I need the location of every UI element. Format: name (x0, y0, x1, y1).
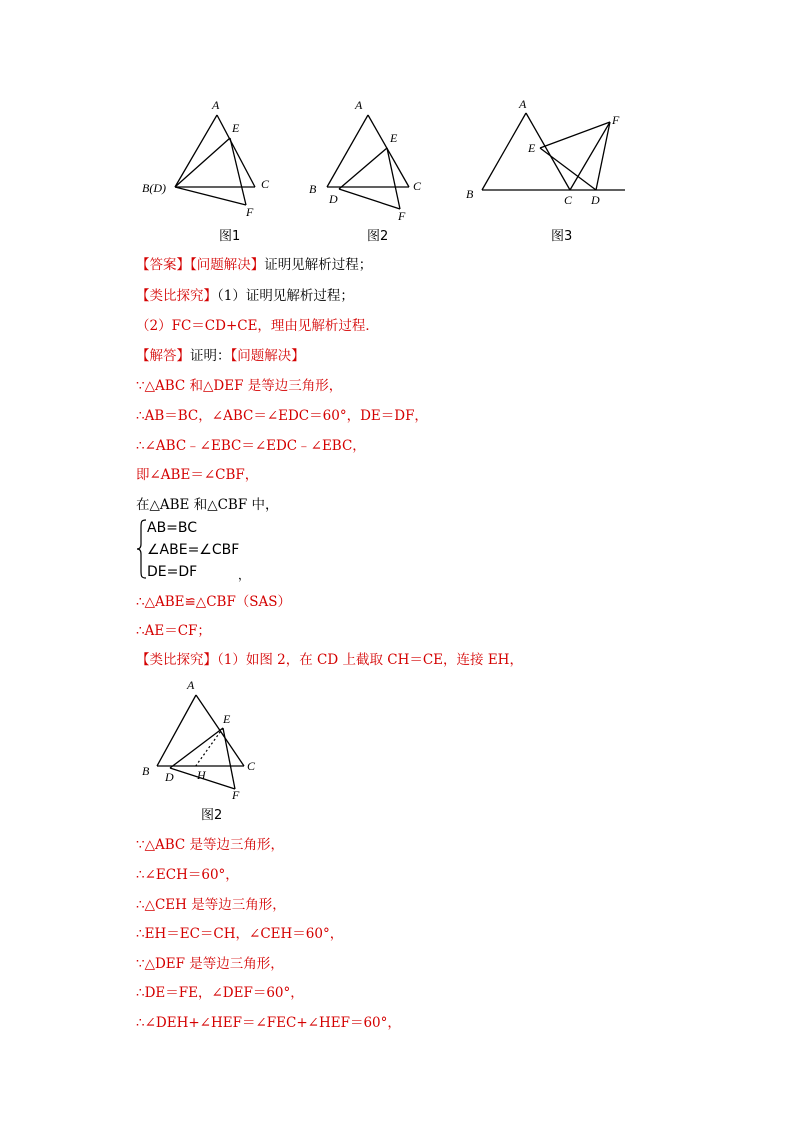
proof-label: 证明： (190, 348, 231, 364)
fig1-caption: 图1 (219, 229, 241, 244)
proof-line-5: 在△ABE 和△CBF 中， (136, 497, 279, 513)
fig2b-label-d: D (165, 770, 174, 784)
analogy-proof-header (136, 651, 523, 669)
analogy-tag: 【类比探究】 (136, 288, 217, 304)
fig2b-label-e: E (223, 712, 231, 726)
fig1-label-f: F (246, 205, 254, 219)
proof-line-3: ∴∠ABC﹣∠EBC＝∠EDC﹣∠EBC， (136, 438, 366, 454)
problem-solve-tag: 【问题解决】 (190, 257, 265, 273)
proof-line-1: ∵△ABC 和△DEF 是等边三角形， (136, 378, 343, 394)
fig3-label-a: A (519, 97, 527, 111)
proof-line-12: ∵△DEF 是等边三角形， (136, 956, 284, 972)
answer-text: 证明见解析过程； (264, 257, 373, 273)
figure-1 (140, 95, 290, 245)
fig2-label-c: C (413, 179, 422, 193)
system-row-2: ∠ABE=∠CBF (147, 542, 240, 558)
figure-3 (460, 95, 640, 245)
proof-line-13: ∴DE＝FE，∠DEF＝60°， (136, 985, 304, 1001)
fig2-caption: 图2 (367, 229, 389, 244)
fig3-label-d: D (591, 193, 600, 207)
fig2-label-e: E (390, 131, 398, 145)
proof-line-2: ∴AB＝BC，∠ABC＝∠EDC＝60°，DE＝DF， (136, 408, 428, 424)
fig2-label-f: F (398, 209, 406, 223)
figure-2-drawing (305, 95, 435, 245)
fig2b-label-h: H (197, 768, 206, 782)
fig2-label-a: A (355, 98, 363, 112)
fig3-label-f: F (612, 113, 620, 127)
fig3-label-b: B (466, 187, 474, 201)
figure-1-drawing (140, 95, 290, 245)
proof-line-9: ∴∠ECH＝60°， (136, 867, 239, 883)
fig2b-caption: 图2 (201, 808, 223, 823)
solution-header-line (136, 347, 305, 365)
proof-line-4: 即∠ABE＝∠CBF， (136, 467, 259, 483)
analogy-proof-tag: 【类比探究】 (136, 652, 217, 668)
system-row-1: AB=BC (147, 520, 198, 536)
fig2b-label-c: C (247, 759, 256, 773)
proof-line-7: ∴AE＝CF； (136, 623, 211, 639)
figure-2-auxiliary (140, 676, 270, 826)
proof-line-11: ∴EH＝EC＝CH，∠CEH＝60°， (136, 926, 344, 942)
proof-line-8: ∵△ABC 是等边三角形， (136, 837, 285, 853)
fig2-label-d: D (329, 192, 338, 206)
proof-line-14: ∴∠DEH+∠HEF＝∠FEC+∠HEF＝60°， (136, 1015, 401, 1031)
fig2b-label-b: B (142, 764, 150, 778)
answer-tag: 【答案】 (136, 257, 190, 273)
fig3-caption: 图3 (551, 229, 573, 244)
figure-2 (305, 95, 435, 245)
analogy-answer-line (136, 287, 354, 305)
fig2b-label-f: F (232, 788, 240, 802)
proof-line-10: ∴△CEH 是等边三角形， (136, 897, 286, 913)
fig1-label-bd: B(D) (142, 181, 166, 195)
system-row-3: DE=DF (147, 564, 198, 580)
proof-line-6: ∴△ABE≌△CBF（SAS） (136, 594, 292, 610)
analogy-proof-text: （1）如图 2，在 CD 上截取 CH＝CE，连接 EH， (217, 652, 523, 668)
fig1-label-c: C (261, 177, 270, 191)
fig3-label-e: E (528, 141, 536, 155)
solution-tag: 【解答】 (136, 348, 190, 364)
fig2-label-b: B (309, 182, 317, 196)
answer-line (136, 256, 372, 274)
fig1-label-e: E (232, 121, 240, 135)
fig3-label-c: C (564, 193, 573, 207)
fig1-label-a: A (212, 98, 220, 112)
solution-subtag: 【问题解决】 (230, 348, 305, 364)
analogy-answer-text: （1）证明见解析过程； (217, 288, 354, 304)
system-comma: ， (238, 568, 251, 582)
fig2b-label-a: A (187, 678, 195, 692)
part2-answer-line: （2）FC＝CD+CE，理由见解析过程． (136, 318, 379, 334)
